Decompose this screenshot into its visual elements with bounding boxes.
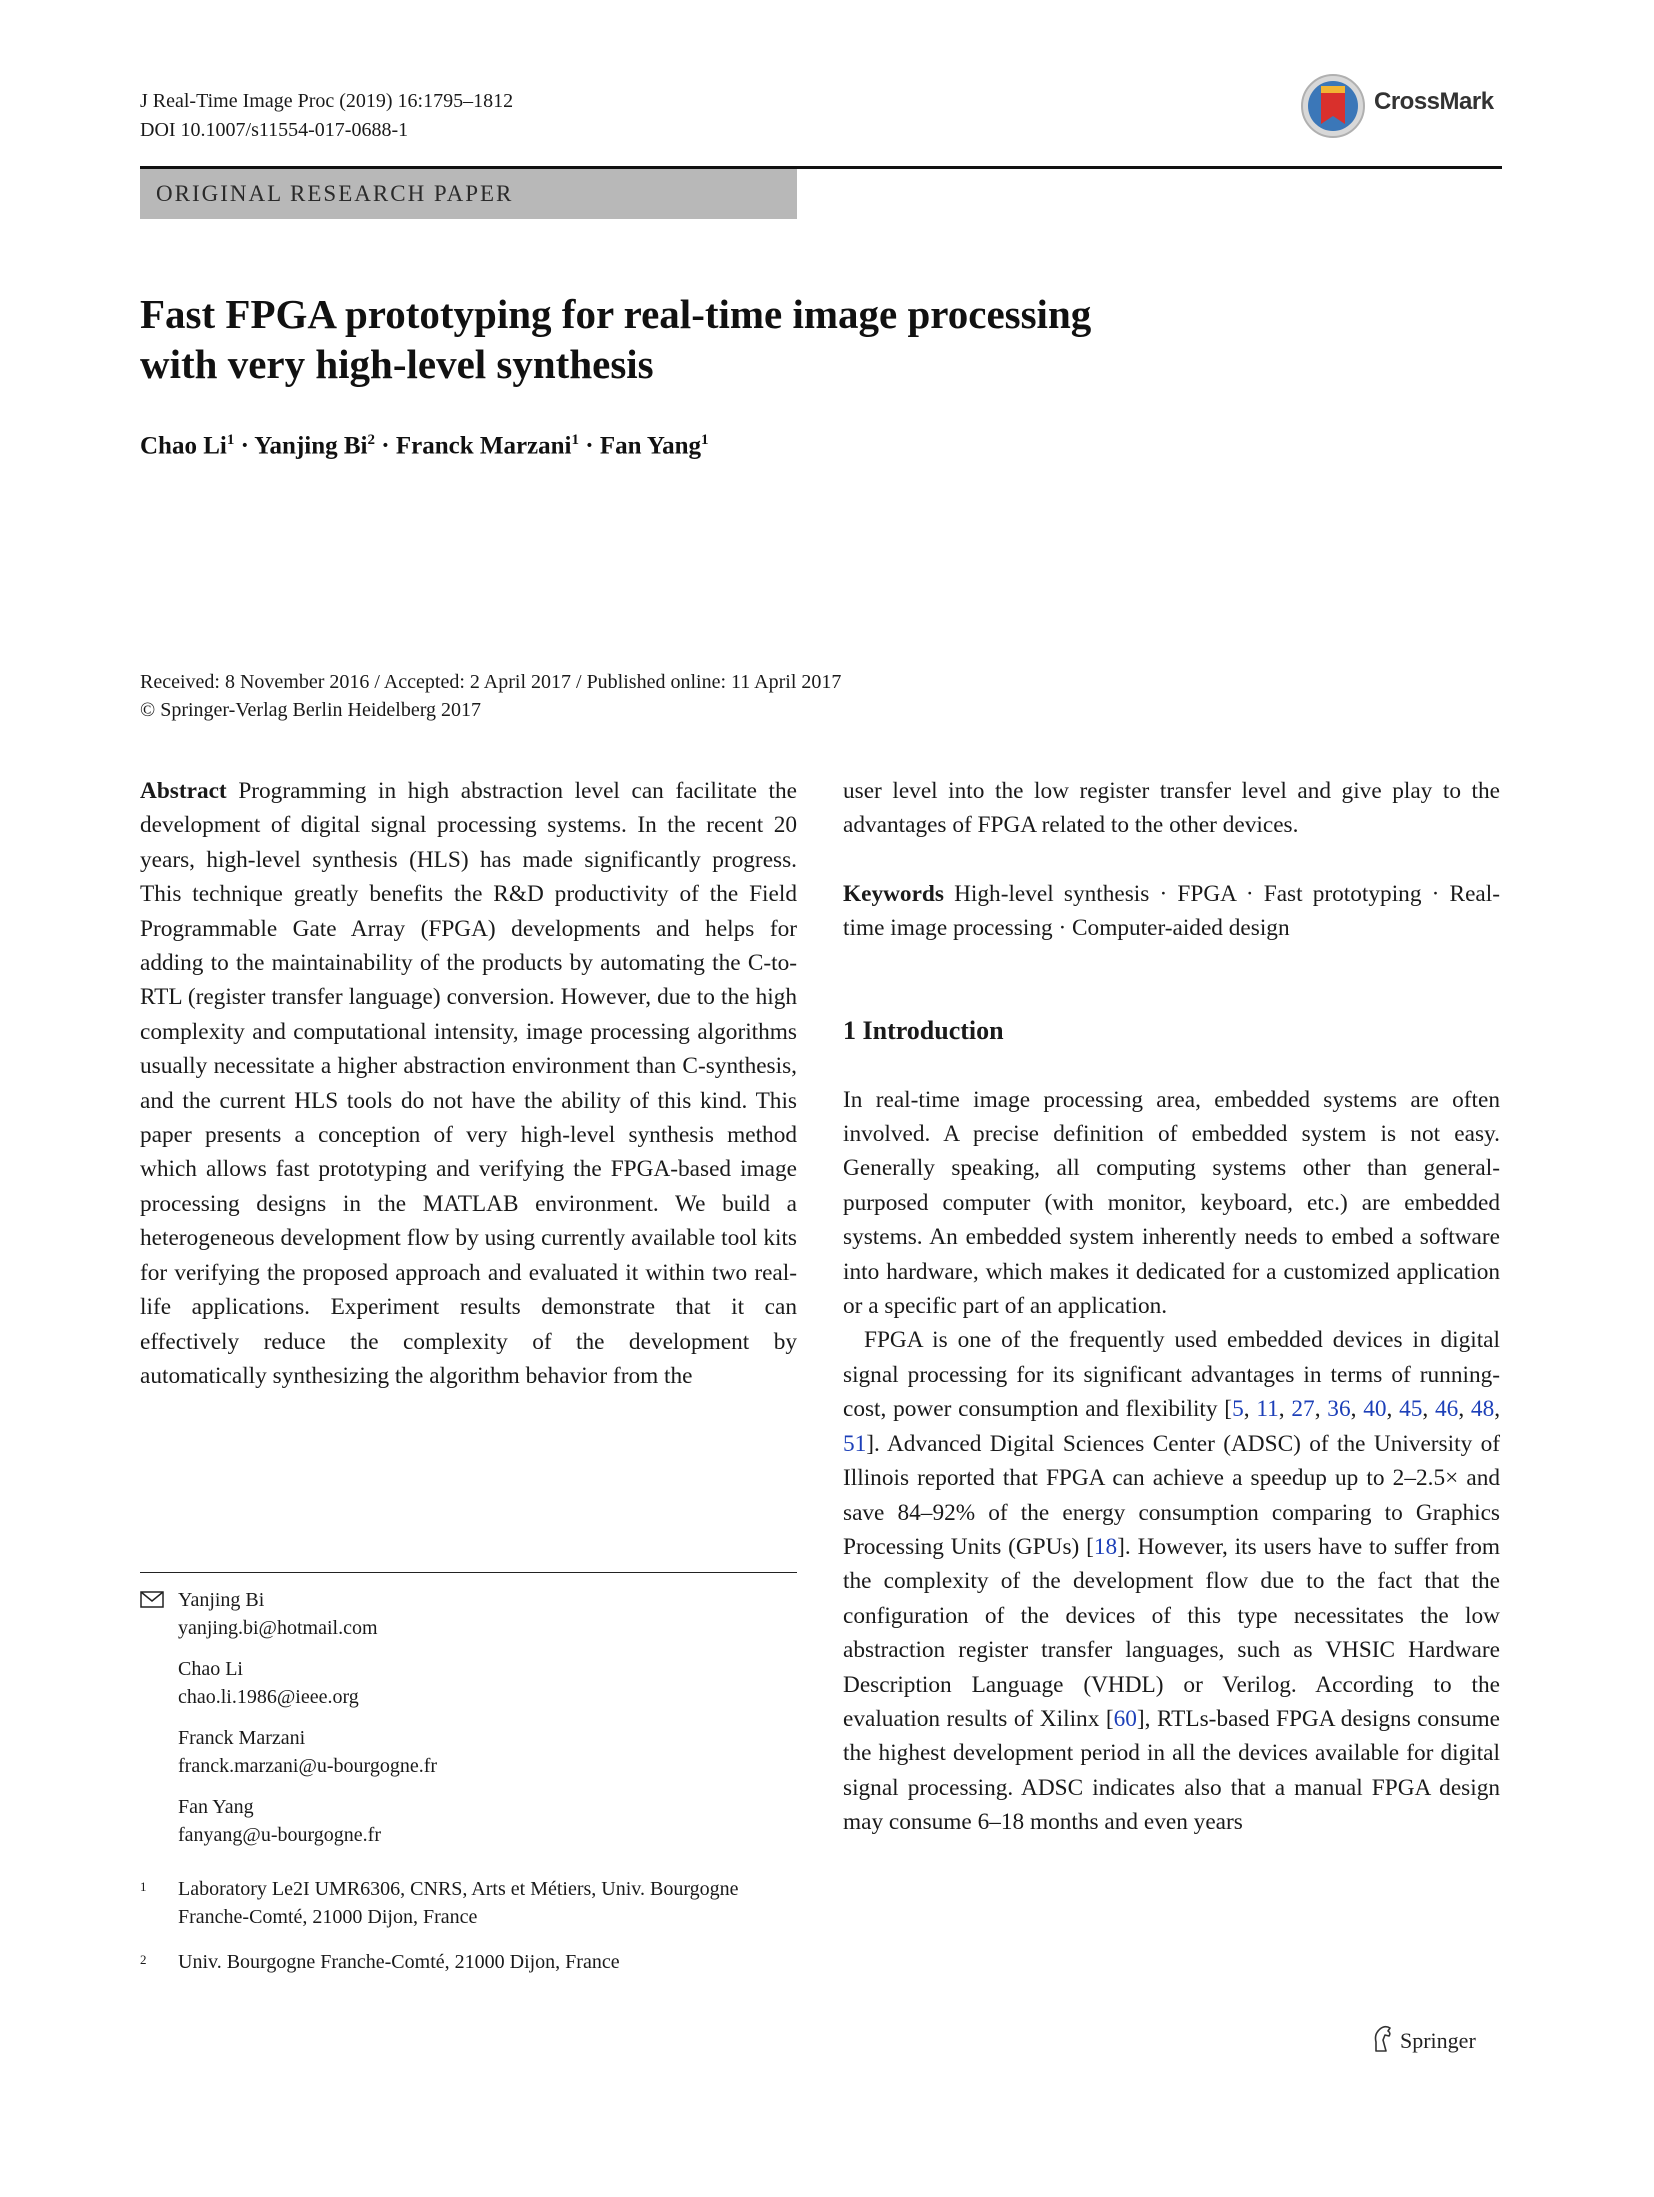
category-banner xyxy=(140,169,797,219)
author-affiliation-mark: 1 xyxy=(571,432,580,448)
author-name[interactable]: Chao Li xyxy=(140,432,227,460)
contact-entry xyxy=(140,1586,797,1642)
section-heading-introduction: 1 Introduction xyxy=(843,1015,1004,1045)
paragraph-text: ]. Advanced Digital Sciences Center (ADSC) of the University of Illinois reported that FPGA can achieve a speedup up to 2–2.5× and save 84–92% of the energy consumption comparing to Graphics Processing Units (GPUs) [ xyxy=(843,1430,1500,1560)
keywords-label: Keywords xyxy=(843,880,944,907)
keywords xyxy=(843,877,1500,946)
title-line-2: with very high-level synthesis xyxy=(140,341,654,387)
contact-name: Yanjing Bi xyxy=(178,1589,265,1611)
citation-link[interactable]: 40 xyxy=(1363,1396,1387,1423)
received-dates: Received: 8 November 2016 / Accepted: 2 April 2017 / Published online: 11 April 2017 xyxy=(140,671,842,693)
keywords-text: High-level synthesis · FPGA · Fast prototyping · Real-time image processing · Computer-aided design xyxy=(843,880,1500,942)
author-separator: · xyxy=(375,432,396,460)
affiliation xyxy=(140,1875,797,1931)
citation-link[interactable]: 60 xyxy=(1113,1705,1137,1732)
author-separator: · xyxy=(234,432,255,460)
affiliation-number: 2 xyxy=(140,1952,147,1967)
contact-name: Fan Yang xyxy=(178,1796,254,1818)
footnote-separator xyxy=(140,1572,797,1573)
publication-history xyxy=(140,668,841,724)
author-affiliation-mark: 1 xyxy=(701,432,709,448)
publisher-logo xyxy=(1370,2024,1510,2058)
citation-link[interactable]: 45 xyxy=(1399,1396,1423,1423)
abstract-continuation: user level into the low register transfer level and give play to the advantages of FPGA related to the other devices. xyxy=(843,778,1500,839)
abstract xyxy=(140,774,797,1393)
author-affiliation-mark: 1 xyxy=(226,432,235,448)
contact-email[interactable]: yanjing.bi@hotmail.com xyxy=(178,1617,378,1639)
citation-link[interactable]: 36 xyxy=(1327,1396,1351,1423)
contact-email[interactable]: chao.li.1986@ieee.org xyxy=(178,1686,359,1708)
journal-info xyxy=(140,87,513,145)
category-label: ORIGINAL RESEARCH PAPER xyxy=(156,181,514,206)
crossmark-icon xyxy=(1300,66,1366,146)
envelope-icon xyxy=(140,1591,164,1608)
affiliation-number: 1 xyxy=(140,1879,147,1894)
affiliation xyxy=(140,1948,797,1976)
author-separator: · xyxy=(579,432,600,460)
springer-horse-icon xyxy=(1370,2024,1396,2054)
author-affiliation-mark: 2 xyxy=(367,432,375,448)
paragraph-text: FPGA is one of the frequently used embedded devices in digital signal processing for its significant advantages in terms of running-cost, power consumption and flexibility [ xyxy=(843,1327,1500,1423)
copyright: © Springer-Verlag Berlin Heidelberg 2017 xyxy=(140,699,482,721)
contact-entry xyxy=(140,1793,797,1849)
contact-name: Franck Marzani xyxy=(178,1727,306,1749)
author-list xyxy=(140,432,709,460)
citation-link[interactable]: 11 xyxy=(1256,1396,1279,1423)
contact-entry xyxy=(140,1724,797,1780)
citation-link[interactable]: 18 xyxy=(1093,1533,1118,1560)
publisher-name: Springer xyxy=(1400,2028,1476,2053)
author-contacts xyxy=(140,1586,797,1993)
abstract-text: Programming in high abstraction level can facilitate the development of digital signal processing systems. In the recent 20 years, high-level synthesis (HLS) has made significantly progress. This technique greatly benefits the R&D productivity of the Field Programmable Gate Array (FPGA) developments and helps for adding to the maintainability of the products by automating the C-to-RTL (register transfer language) conversion. However, due to the high complexity and computational intensity, image processing algorithms usually necessitate a higher abstraction environment than C-synthesis, and the current HLS tools do not have the ability of this kind. This paper presents a conception of very high-level synthesis method which allows fast prototyping and verifying the FPGA-based image processing designs in the MATLAB environment. We build a heterogeneous development flow by using currently available tool kits for verifying the proposed approach and evaluated it within two real-life applications. Experiment results demonstrate that it can effectively reduce the complexity of the development by automatically synthesizing the algorithm behavior from the xyxy=(140,778,797,1389)
contact-name: Chao Li xyxy=(178,1658,243,1680)
citation-link[interactable]: 46 xyxy=(1435,1396,1459,1423)
intro-paragraph-2: FPGA is one of the frequently used embedded devices in digital signal processing for its significant advantages in terms of running-cost, power consumption and flexibility [5, 11, 27, 36, 40, 45, 46, 48, 51]. Advanced Digital Sciences Center (ADSC) of the University of Illinois reported that FPGA can achieve a speedup up to 2–2.5× and save 84–92% of the energy consumption comparing to Graphics Processing Units (GPUs) [18]. However, its users have to suffer from the complexity of the development flow due to the fact that the configuration of the devices of this type necessitates the low abstraction register transfer languages, such as VHSIC Hardware Description Language (VHDL) or Verilog. According to the evaluation results of Xilinx [60], RTLs-based FPGA designs consume the highest development period in all the devices available for digital signal processing. ADSC indicates also that a manual FPGA design may consume 6–18 months and even years xyxy=(843,1327,1501,1836)
contact-email[interactable]: fanyang@u-bourgogne.fr xyxy=(178,1824,381,1846)
citation-link[interactable]: 48 xyxy=(1470,1396,1495,1423)
title-line-1: Fast FPGA prototyping for real-time image processing xyxy=(140,291,1092,337)
abstract-label: Abstract xyxy=(140,778,227,804)
citation-link[interactable]: 27 xyxy=(1291,1396,1315,1423)
contact-email[interactable]: franck.marzani@u-bourgogne.fr xyxy=(178,1755,438,1777)
author-name[interactable]: Fan Yang xyxy=(599,432,702,460)
right-column xyxy=(843,774,1500,1840)
crossmark-label: CrossMark xyxy=(1374,88,1494,115)
affiliation-text: Laboratory Le2I UMR6306, CNRS, Arts et Métiers, Univ. Bourgogne Franche-Comté, 21000 Dijon, France xyxy=(178,1878,739,1928)
paragraph-text: ]. However, its users have to suffer from the complexity of the development flow due to the fact that the configuration of the devices of this type necessitates the low abstraction register transfer languages, such as VHSIC Hardware Description Language (VHDL) or Verilog. According to the evaluation results of Xilinx [ xyxy=(843,1533,1500,1732)
citation-link[interactable]: 51 xyxy=(843,1430,867,1457)
contact-entry xyxy=(140,1655,797,1711)
left-column xyxy=(140,774,797,1393)
author-name[interactable]: Yanjing Bi xyxy=(254,432,368,460)
paragraph-text: ], RTLs-based FPGA designs consume the highest development period in all the devices available for digital signal processing. ADSC indicates also that a manual FPGA design may consume 6–18 months and even years xyxy=(843,1705,1501,1836)
author-name[interactable]: Franck Marzani xyxy=(395,432,572,460)
intro-paragraph-1: In real-time image processing area, embedded systems are often involved. A precise definition of embedded system is not easy. Generally speaking, all computing systems other than general-purposed computer (with monitor, keyboard, etc.) are embedded systems. An embedded system inherently needs to embed a software into hardware, which makes it dedicated for a customized application or a specific part of an application. xyxy=(843,1086,1500,1320)
paper-title xyxy=(140,289,1340,389)
affiliation-text: Univ. Bourgogne Franche-Comté, 21000 Dijon, France xyxy=(178,1951,620,1973)
journal-citation: J Real-Time Image Proc (2019) 16:1795–1812 xyxy=(140,90,514,112)
doi[interactable]: DOI 10.1007/s11554-017-0688-1 xyxy=(140,119,409,141)
citation-link[interactable]: 5 xyxy=(1232,1396,1244,1423)
crossmark-badge[interactable] xyxy=(1300,66,1510,146)
